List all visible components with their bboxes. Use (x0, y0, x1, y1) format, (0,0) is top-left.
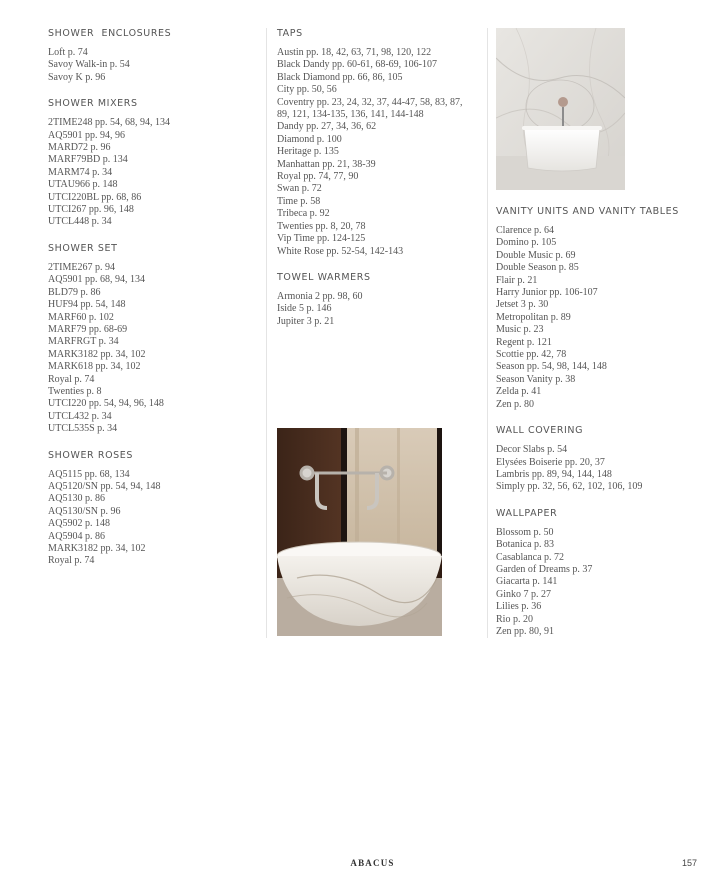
index-entry: Jetset 3 p. 30 (496, 299, 549, 311)
index-entry: Zelda p. 41 (496, 386, 542, 398)
index-section-shower-mixers (48, 98, 258, 229)
index-entry: Botanica p. 83 (496, 539, 555, 551)
section-heading: WALL COVERING (496, 425, 584, 437)
index-entry: Decor Slabs p. 54 (496, 444, 568, 456)
index-entry: Rio p. 20 (496, 613, 533, 625)
index-section-shower-roses (48, 450, 258, 568)
index-entry: Black Dandy pp. 60-61, 68-69, 106-107 (277, 59, 437, 71)
index-entry: Flair p. 21 (496, 274, 538, 286)
index-entry: UTAU966 p. 148 (48, 179, 118, 191)
index-entry: Black Diamond pp. 66, 86, 105 (277, 71, 403, 83)
index-entry: Vip Time pp. 124-125 (277, 233, 366, 245)
index-entry: AQ5130/SN p. 96 (48, 505, 121, 517)
index-entry: Royal p. 74 (48, 555, 95, 567)
index-entry: UTCL535S p. 34 (48, 423, 118, 435)
index-section-wallpaper (496, 508, 696, 639)
index-entry: Double Music p. 69 (496, 249, 576, 261)
index-entry: Twenties pp. 8, 20, 78 (277, 220, 366, 232)
index-entry: Swan p. 72 (277, 183, 322, 195)
section-heading: SHOWER ENCLOSURES (48, 28, 172, 39)
index-entry: Royal p. 74 (48, 373, 95, 385)
bathtub-photo-graphic (496, 28, 625, 190)
section-heading: SHOWER ROSES (48, 449, 134, 461)
basin-photo (277, 428, 442, 636)
index-entry: MARK618 pp. 34, 102 (48, 361, 141, 373)
index-entry: Harry Junior pp. 106-107 (496, 287, 598, 299)
index-entry: Heritage p. 135 (277, 146, 339, 158)
index-entry: Garden of Dreams p. 37 (496, 563, 593, 575)
index-entry: Austin pp. 18, 42, 63, 71, 98, 120, 122 (277, 47, 432, 58)
index-entry: MARK3182 pp. 34, 102 (48, 543, 146, 554)
index-entry: MARD72 p. 96 (48, 142, 111, 154)
index-entry: MARK3182 pp. 34, 102 (48, 348, 146, 360)
index-entry: BLD79 p. 86 (48, 286, 101, 298)
index-entry: Giacarta p. 141 (496, 576, 558, 588)
index-entry: Regent p. 121 (496, 336, 552, 348)
index-entry: Clarence p. 64 (496, 225, 555, 236)
index-column-2 (277, 28, 473, 342)
index-entry: Tribeca p. 92 (277, 208, 330, 220)
index-entry: Dandy pp. 27, 34, 36, 62 (277, 121, 377, 133)
index-section-shower-enclosures (48, 28, 258, 84)
index-entry: Ginko 7 p. 27 (496, 588, 551, 600)
index-entry: Simply pp. 32, 56, 62, 102, 106, 109 (496, 481, 643, 493)
index-entry: Savoy Walk-in p. 54 (48, 59, 130, 71)
index-entry: White Rose pp. 52-54, 142-143 (277, 245, 404, 257)
index-entry: HUF94 pp. 54, 148 (48, 299, 126, 311)
page-number: 157 (681, 858, 697, 868)
index-entry: MARF79 pp. 68-69 (48, 323, 128, 335)
index-entry: Iside 5 p. 146 (277, 303, 332, 315)
index-entry: UTCI220BL pp. 68, 86 (48, 191, 142, 203)
column-divider (266, 28, 267, 638)
index-entry: AQ5901 pp. 94, 96 (48, 129, 125, 141)
index-entry: UTCI267 pp. 96, 148 (48, 204, 134, 216)
index-entry: Elysées Boiserie pp. 20, 37 (496, 456, 605, 468)
index-entry: AQ5902 p. 148 (48, 518, 110, 530)
index-entry: Season Vanity p. 38 (496, 373, 576, 385)
index-entry: UTCL432 p. 34 (48, 410, 112, 422)
index-section-towel-warmers (277, 272, 473, 328)
index-entry: Scottie pp. 42, 78 (496, 349, 567, 361)
index-entry: Music p. 23 (496, 324, 544, 336)
index-entry: Diamond p. 100 (277, 133, 342, 145)
index-entry: Blossom p. 50 (496, 526, 554, 538)
index-entry: AQ5901 pp. 68, 94, 134 (48, 274, 145, 286)
index-entry: Loft p. 74 (48, 47, 88, 58)
index-entry: UTCI220 pp. 54, 94, 96, 148 (48, 398, 164, 410)
index-entry: MARFRGT p. 34 (48, 336, 119, 348)
index-entry: Casablanca p. 72 (496, 551, 565, 563)
index-entry: MARF79BD p. 134 (48, 154, 128, 166)
index-entry: Savoy K p. 96 (48, 71, 106, 83)
index-entry: Jupiter 3 p. 21 (277, 315, 335, 327)
column-divider (487, 28, 488, 638)
index-entry: Zen pp. 80, 91 (496, 625, 555, 637)
index-entry: MARF60 p. 102 (48, 311, 114, 323)
section-heading: TAPS (277, 28, 303, 39)
index-section-wall-covering (496, 425, 696, 494)
index-entry: City pp. 50, 56 (277, 84, 337, 96)
index-entry: UTCL448 p. 34 (48, 216, 112, 228)
bathtub-photo (496, 28, 625, 190)
index-entry: 2TIME248 pp. 54, 68, 94, 134 (48, 117, 170, 129)
index-column-1 (48, 28, 258, 582)
index-section-taps (277, 28, 473, 258)
index-entry: Double Season p. 85 (496, 262, 579, 274)
index-entry: AQ5120/SN pp. 54, 94, 148 (48, 480, 161, 492)
index-entry: Season pp. 54, 98, 144, 148 (496, 361, 607, 373)
index-entry: Lilies p. 36 (496, 601, 542, 613)
index-entry: MARM74 p. 34 (48, 166, 113, 178)
index-column-3 (496, 206, 696, 652)
section-heading: VANITY UNITS AND VANITY TABLES (496, 206, 679, 217)
index-entry: AQ5130 p. 86 (48, 493, 105, 505)
index-entry: Domino p. 105 (496, 237, 557, 249)
index-entry: AQ5904 p. 86 (48, 530, 105, 542)
index-entry: Royal pp. 74, 77, 90 (277, 171, 359, 183)
index-entry: AQ5115 pp. 68, 134 (48, 468, 130, 480)
index-entry: Coventry pp. 23, 24, 32, 37, 44-47, 58, 83, 87, 89, 121, 134-135, 136, 141, 144-148 (277, 96, 463, 121)
basin-photo-graphic (277, 428, 442, 636)
index-section-shower-set (48, 243, 258, 436)
section-heading: SHOWER MIXERS (48, 98, 138, 110)
index-entry: Metropolitan p. 89 (496, 311, 571, 323)
index-entry: 2TIME267 p. 94 (48, 261, 115, 273)
index-entry: Manhattan pp. 21, 38-39 (277, 158, 376, 170)
index-entry: Zen p. 80 (496, 398, 535, 410)
index-entry: Armonia 2 pp. 98, 60 (277, 290, 363, 302)
section-heading: TOWEL WARMERS (277, 271, 371, 283)
index-section-vanity-units (496, 206, 696, 411)
brand-footer: ABACUS (350, 858, 395, 868)
index-entry: Time p. 58 (277, 195, 321, 207)
section-heading: WALLPAPER (496, 507, 558, 519)
section-heading: SHOWER SET (48, 242, 118, 254)
index-entry: Twenties p. 8 (48, 385, 102, 397)
index-entry: Lambris pp. 89, 94, 144, 148 (496, 468, 612, 480)
